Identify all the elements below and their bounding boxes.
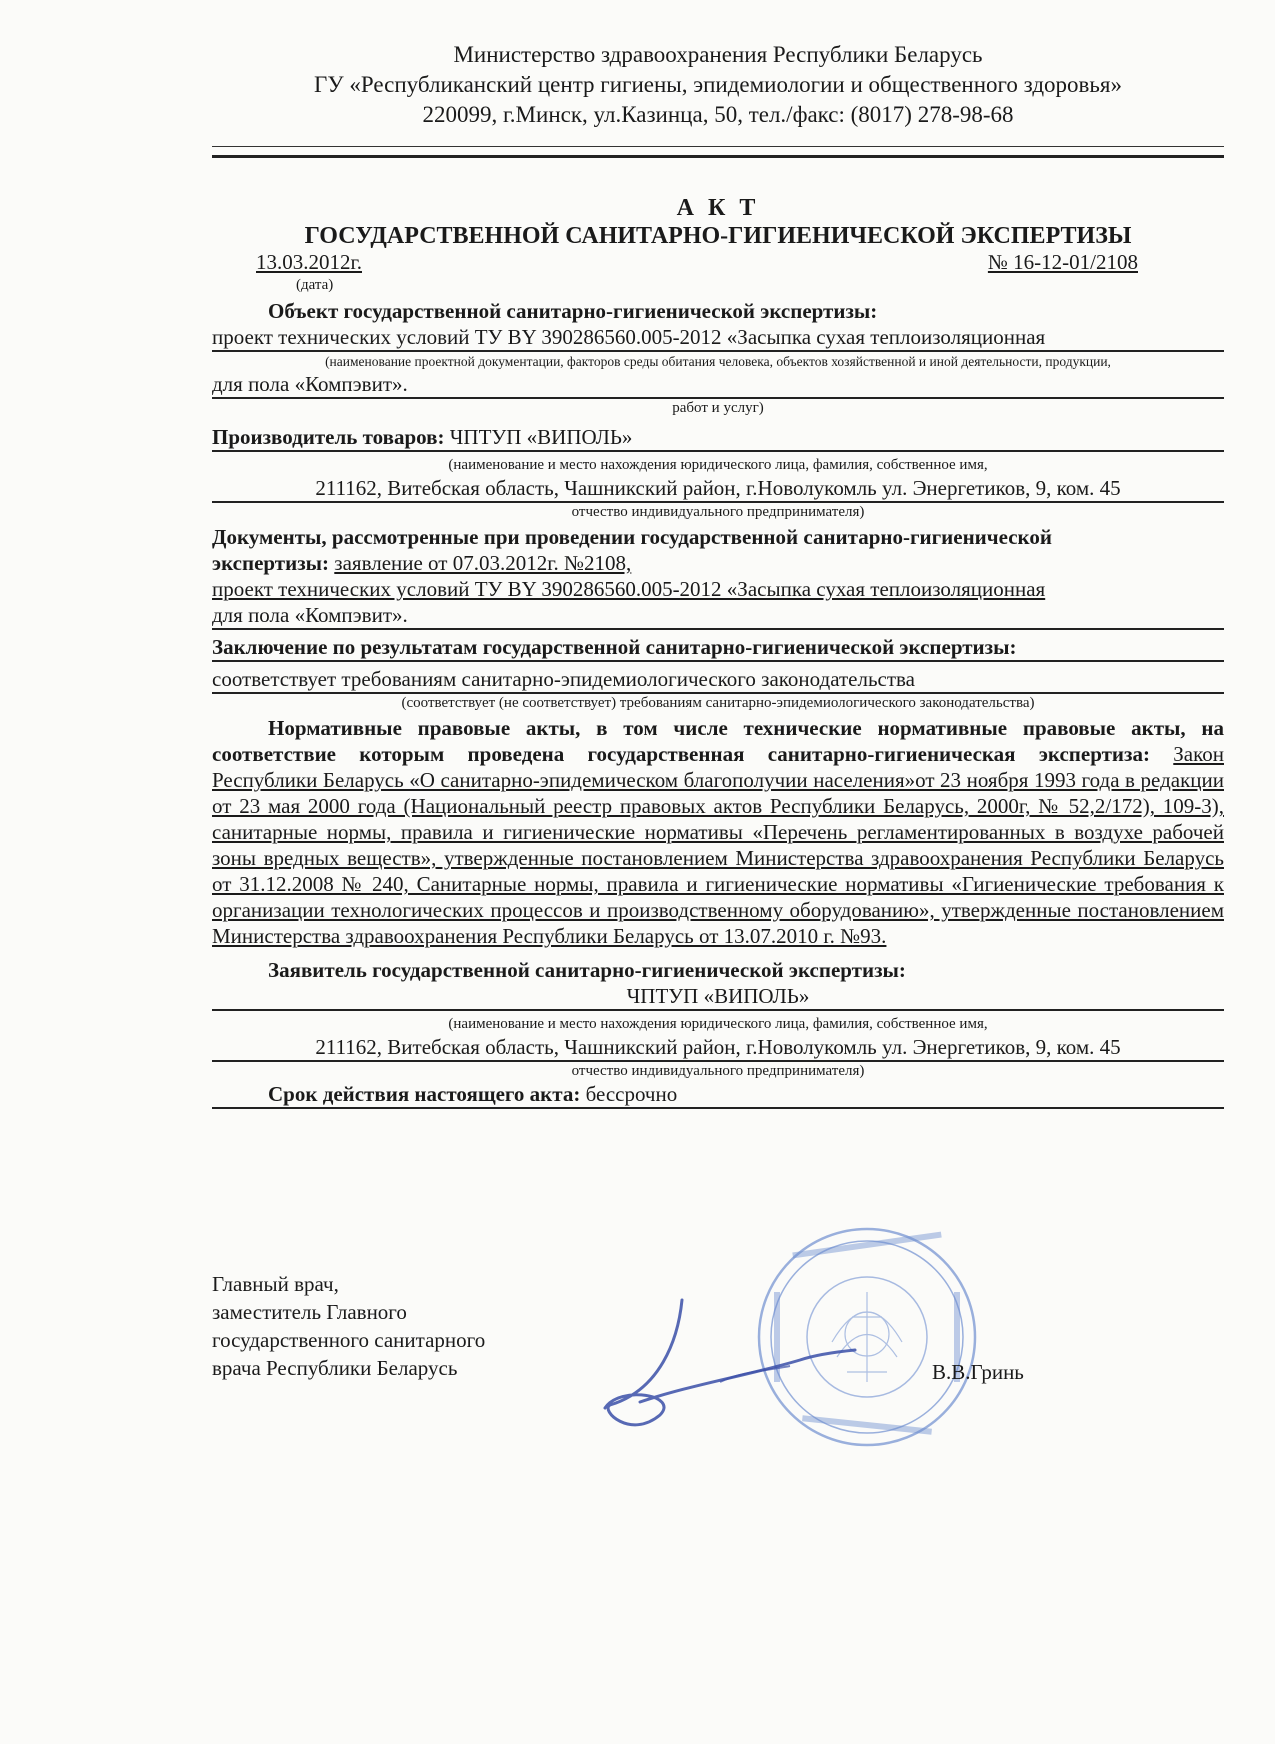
position-line3: государственного санитарного xyxy=(212,1328,486,1352)
normative-block xyxy=(212,715,1224,949)
conclusion-caption: (соответствует (не соответствует) требованиям санитарно-эпидемиологического законодательства) xyxy=(401,695,1035,711)
position-line4: врача Республики Беларусь xyxy=(212,1356,458,1380)
institution-name: ГУ «Республиканский центр гигиены, эпидемиологии и общественного здоровья» xyxy=(314,72,1122,97)
validity-label: Срок действия настоящего акта: xyxy=(268,1082,581,1106)
header-rule-thin xyxy=(212,146,1224,147)
object-caption1: (наименование проектной документации, факторов среды обитания человека, объектов хозяйственной и иной деятельности, продукции, xyxy=(325,354,1111,369)
producer-caption1: (наименование и место нахождения юридического лица, фамилия, собственное имя, xyxy=(448,457,988,473)
object-line2: для пола «Компэвит». xyxy=(212,371,1224,399)
ministry-name: Министерство здравоохранения Республики Беларусь xyxy=(453,42,983,67)
object-caption2: работ и услуг) xyxy=(672,400,764,416)
date-number-line xyxy=(212,250,1224,276)
title-act: А К Т xyxy=(676,195,760,221)
applicant-caption1: (наименование и место нахождения юридического лица, фамилия, собственное имя, xyxy=(448,1016,988,1032)
validity-value: бессрочно xyxy=(585,1082,678,1106)
applicant-address: 211162, Витебская область, Чашникский район, г.Новолукомль ул. Энергетиков, 9, ком. 45 xyxy=(212,1034,1224,1062)
normative-heading: Нормативные правовые акты, в том числе технические нормативные правовые акты, на соответствие которым проведена государственная санитарно-гигиеническая экспертиза: xyxy=(212,716,1224,766)
position-line2: заместитель Главного xyxy=(212,1300,407,1324)
conclusion-heading: Заключение по результатам государственной санитарно-гигиенической экспертизы: xyxy=(212,634,1224,662)
applicant-caption2: отчество индивидуального предпринимателя) xyxy=(571,1063,865,1079)
documents-value1: заявление от 07.03.2012г. №2108, xyxy=(334,551,632,575)
documents-line1 xyxy=(212,550,1224,576)
signatory-name: В.В.Гринь xyxy=(932,1360,1024,1384)
producer-value: ЧПТУП «ВИПОЛЬ» xyxy=(449,425,633,449)
act-number: № 16-12-01/2108 xyxy=(987,250,1138,274)
object-line1: проект технических условий ТУ BY 390286560.005-2012 «Засыпка сухая теплоизоляционная xyxy=(212,324,1224,352)
header-rule-thick xyxy=(212,155,1224,158)
signatory-position xyxy=(212,1270,485,1382)
position-line1: Главный врач, xyxy=(212,1272,339,1296)
applicant-value: ЧПТУП «ВИПОЛЬ» xyxy=(212,983,1224,1011)
documents-value2: проект технических условий ТУ BY 390286560.005-2012 «Засыпка сухая теплоизоляционная xyxy=(212,577,1046,601)
conclusion-value: соответствует требованиям санитарно-эпидемиологического законодательства xyxy=(212,666,1224,694)
normative-text: Закон Республики Беларусь «О санитарно-эпидемическом благополучии населения»от 23 ноября 1993 года в редакции от 23 мая 2000 года (Национальный реестр правовых актов Республики Беларусь, 2000г, № 52,2/172), 109-3), санитарные нормы, правила и гигиенические нормативы «Перечень регламентированных в воздухе рабочей зоны вредных веществ», утвержденные постановлением Министерства здравоохранения Республики Беларусь от 31.12.2008 № 240, Санитарные нормы, правила и гигиенические нормативы «Гигиенические требования к организации технологических процессов и производственному оборудованию», утвержденные постановлением Министерства здравоохранения Республики Беларусь от 13.07.2010 г. №93. xyxy=(212,742,1224,948)
document-title xyxy=(212,194,1224,250)
documents-value3: для пола «Компэвит». xyxy=(212,602,1224,630)
institution-address: 220099, г.Минск, ул.Казинца, 50, тел./факс: (8017) 278-98-68 xyxy=(422,102,1014,127)
documents-heading1: Документы, рассмотренные при проведении государственной санитарно-гигиенической xyxy=(212,525,1052,549)
documents-heading2: экспертизы: xyxy=(212,551,330,575)
date-caption: (дата) xyxy=(296,277,334,293)
producer-line xyxy=(212,424,1224,452)
producer-address: 211162, Витебская область, Чашникский район, г.Новолукомль ул. Энергетиков, 9, ком. 45 xyxy=(212,475,1224,503)
applicant-heading: Заявитель государственной санитарно-гигиенической экспертизы: xyxy=(268,958,906,982)
handwritten-signature xyxy=(600,1290,860,1440)
title-expertise: ГОСУДАРСТВЕННОЙ САНИТАРНО-ГИГИЕНИЧЕСКОЙ ЭКСПЕРТИЗЫ xyxy=(304,223,1132,249)
document-header xyxy=(212,40,1224,130)
producer-label: Производитель товаров: xyxy=(212,425,445,449)
producer-caption2: отчество индивидуального предпринимателя) xyxy=(571,504,865,520)
validity-line xyxy=(212,1081,1224,1109)
object-heading: Объект государственной санитарно-гигиенической экспертизы: xyxy=(268,299,878,323)
act-date: 13.03.2012г. xyxy=(256,250,362,274)
document-page xyxy=(212,40,1224,1109)
